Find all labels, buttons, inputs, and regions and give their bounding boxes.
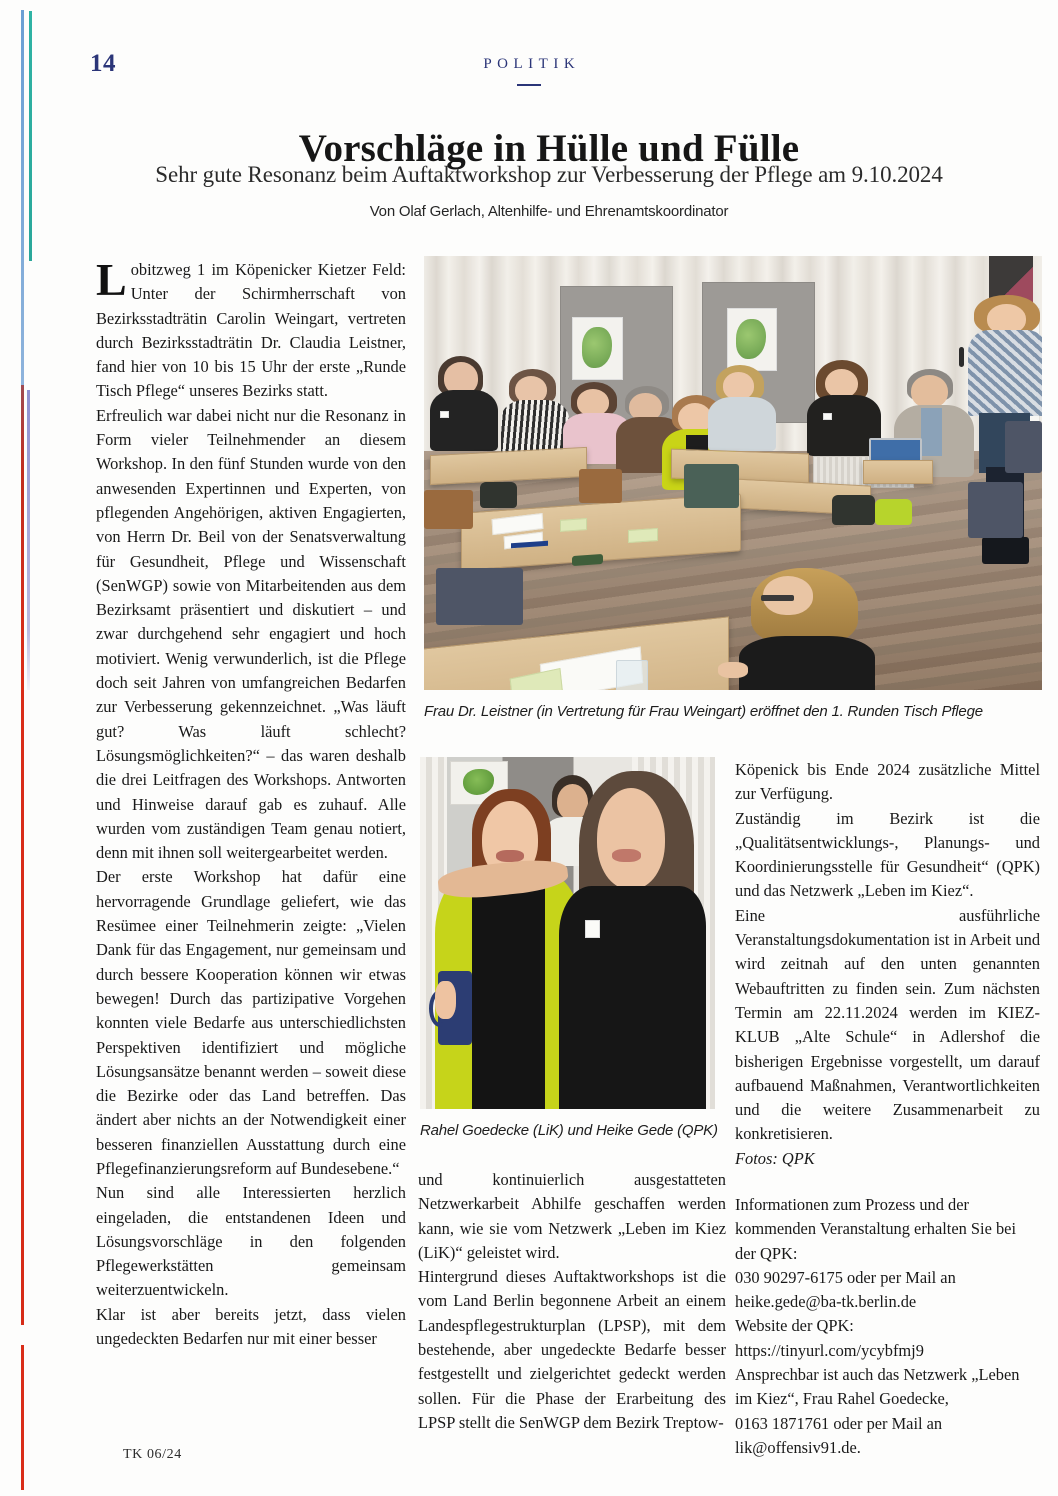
paragraph: 0163 1871761 oder per Mail an bbox=[735, 1413, 943, 1433]
sticky-note bbox=[628, 528, 658, 543]
paragraph: Ansprechbar ist auch das Netzwerk „Leben im Kiez“, Frau Rahel Goedecke, bbox=[735, 1365, 1020, 1409]
chair bbox=[424, 490, 473, 529]
two-women-portrait-photo bbox=[420, 757, 715, 1109]
page-subtitle: Sehr gute Resonanz beim Auftaktworkshop zur Verbesserung der Pflege am 9.10.2024 bbox=[155, 162, 943, 187]
chair bbox=[1005, 421, 1042, 473]
paragraph: Hintergrund dieses Auftaktworkshops ist die vom Land Berlin begonnene Arbeit an einem Landespflegestrukturplan (LPSP), mit dem bestehende, aber ungedeckte Bedarfe besser festgestellt und zielgerichtet gedeckt werden sollen. Für die Phase der Erarbeitung des LPSP stellt die SenWGP dem Bezirk Treptow- bbox=[418, 1267, 726, 1432]
bag bbox=[480, 482, 517, 508]
page-title: Vorschläge in Hülle und Fülle bbox=[298, 127, 800, 171]
microphone bbox=[959, 347, 964, 367]
chair bbox=[436, 568, 523, 624]
photo-caption: Frau Dr. Leistner (in Vertretung für Frau Weingart) eröffnet den 1. Runden Tisch Pflege bbox=[424, 703, 983, 720]
paragraph: Informationen zum Prozess und der kommenden Veranstaltung erhalten Sie bei der QPK: bbox=[735, 1195, 1016, 1263]
paragraph: Website der QPK: bbox=[735, 1316, 854, 1336]
kicker-rule bbox=[517, 84, 541, 86]
chair bbox=[968, 482, 1024, 538]
map-poster bbox=[727, 308, 777, 371]
participant bbox=[430, 356, 498, 451]
workshop-room-photo bbox=[424, 256, 1042, 690]
edge-strip-red bbox=[21, 385, 24, 1325]
paragraph: Zuständig im Bezirk ist die „Qualitätsentwicklungs-, Planungs- und Koordinierungsstelle für Gesundheit“ (QPK) und das Netzwerk „Leben im Kiez“. bbox=[735, 808, 1040, 901]
article-column-left bbox=[96, 254, 406, 1351]
page-number: 14 bbox=[90, 50, 116, 77]
issue-footer: TK 06/24 bbox=[123, 1447, 182, 1462]
photo-caption: Rahel Goedecke (LiK) und Heike Gede (QPK) bbox=[420, 1122, 718, 1139]
article-column-middle bbox=[418, 1168, 726, 1435]
woman-right bbox=[559, 771, 707, 1109]
website-url[interactable]: https://tinyurl.com/ycybfmj9 bbox=[735, 1340, 924, 1360]
paragraph: Lobitzweg 1 im Köpenicker Kietzer Feld: Unter der Schirmherrschaft von Bezirksstadträtin Carolin Weingart, vertreten durch Bezirksstadträtin Dr. Claudia Leistner, fand hier von 10 bis 15 Uhr der erste „Runde Tisch Pflege“ unseres Bezirks statt. bbox=[96, 254, 406, 401]
byline: Von Olaf Gerlach, Altenhilfe- und Ehrenamtskoordinator bbox=[369, 203, 729, 220]
chair bbox=[579, 469, 622, 504]
paragraph: Erfreulich war dabei nicht nur die Resonanz in Form vieler Teilnehmender an diesem Workshop. In den fünf Stunden wurde von den anwesenden Expertinnen und Experten, von pflegenden Angehörigen, aktiven Engagierten, von Herrn Dr. Beil von der Senatsverwaltung für Gesundheit, Pflege und Wissenschaft (SenWGP) sowie von Mitarbeitenden aus dem Bezirksamt präsentiert und diskutiert – und zwar durchgehend sehr engagiert und hoch motiviert. Wenig verwunderlich, ist die Pflege doch seit Jahren von umfangreichen Bedarfen zur Verbesserung gekennzeichnet. „Was läuft gut? Was läuft schlecht? Lösungsmöglichkeiten?“ – das waren deshalb die drei Leitfragen des Workshops. Antworten und Hinweise darauf gab es zuhauf. Alle wurden vom zuständigen Team genau notiert, denn mit ihnen soll weitergearbeitet werden. bbox=[96, 405, 406, 863]
paragraph: Der erste Workshop hat dafür eine hervorragende Grundlage geliefert, wie das Resümee einer Teilnehmerin zeigte: „Vielen Dank für das Engagement, nur gemeinsam und durch bessere Kooperation können wir etwas bewegen! Durch das partizipative Vorgehen konnten viele Bedarfe aus unterschiedlichsten Perspektiven identifiziert und mögliche Lösungsansätze benannt werden – soweit diese die Bezirke oder das Land betreffen. Das ändert aber nichts an der Notwendigkeit einer besseren finanziellen Ausstattung durch eine Pflegefinanzierungsreform auf Bundesebene.“ bbox=[96, 867, 406, 1178]
article-column-right-upper bbox=[735, 758, 1040, 1171]
paragraph: 030 90297-6175 oder per Mail an bbox=[735, 1267, 956, 1287]
eyeglasses bbox=[761, 595, 794, 602]
bag bbox=[832, 495, 875, 525]
article-column-right-lower bbox=[735, 1193, 1040, 1460]
name-badge bbox=[585, 920, 600, 938]
sticky-note bbox=[560, 518, 587, 532]
edge-strip-violet bbox=[27, 390, 30, 690]
map-poster bbox=[572, 317, 622, 380]
chair bbox=[684, 464, 740, 507]
foreground-participant bbox=[733, 568, 881, 690]
section-kicker: POLITIK bbox=[483, 56, 581, 72]
email-address[interactable]: lik@offensiv91.de. bbox=[735, 1437, 861, 1457]
participant bbox=[501, 369, 569, 456]
paragraph: Klar ist aber bereits jetzt, dass vielen ungedeckten Bedarfen nur mit einer besser bbox=[96, 1304, 406, 1349]
email-address[interactable]: heike.gede@ba-tk.berlin.de bbox=[735, 1292, 917, 1312]
paragraph: Köpenick bis Ende 2024 zusätzliche Mittel zur Verfügung. bbox=[735, 760, 1040, 804]
photo-credit: Fotos: QPK bbox=[735, 1148, 815, 1168]
water-glass bbox=[616, 660, 649, 690]
paragraph: Eine ausführliche Veranstaltungsdokumentation ist in Arbeit und wird zeitnah auf den unten genannten Webauftritten zu finden sein. Zum nächsten Termin am 22.11.2024 werden im KIEZ-KLUB „Alte Schule“ in Adlershof die bisherigen Ergebnisse vorgestellt, um darauf aufbauend Maßnahmen, Verantwortlichkeiten und die weitere Zusammenarbeit zu konkretisieren. bbox=[735, 905, 1041, 1144]
bag bbox=[875, 499, 912, 525]
edge-strip-red-lower bbox=[21, 1345, 24, 1490]
edge-strip-teal bbox=[29, 11, 32, 261]
paragraph: und kontinuierlich ausgestatteten Netzwerkarbeit Abhilfe geschaffen werden kann, wie sie vom Netzwerk „Leben im Kiez (LiK)“ geleistet wird. bbox=[418, 1170, 726, 1262]
paragraph: Nun sind alle Interessierten herzlich eingeladen, die entstandenen Ideen und Lösungsvorschläge in den folgenden Pflegewerkstätten gemeinsam weiterzuentwickeln. bbox=[96, 1183, 406, 1300]
side-table bbox=[863, 460, 933, 484]
participant bbox=[708, 365, 776, 452]
